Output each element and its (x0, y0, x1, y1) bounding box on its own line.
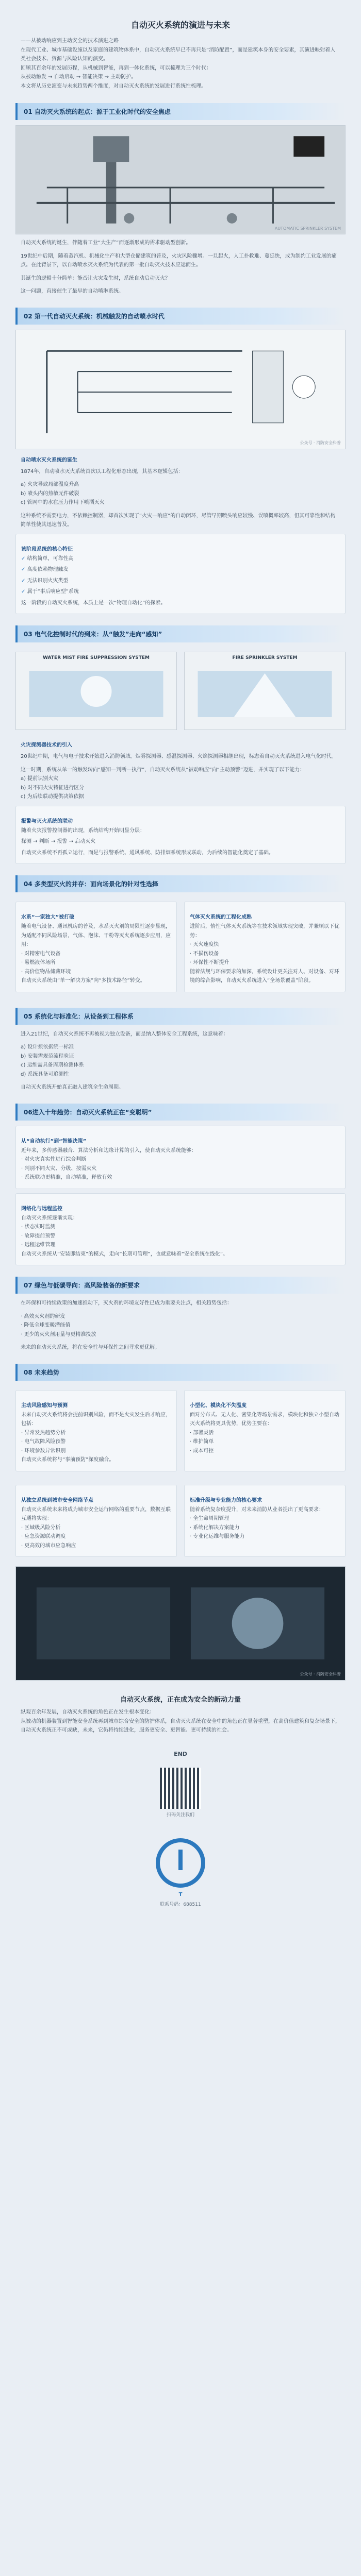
section-06-card-b (15, 1193, 346, 1266)
section-01-para: 自动灭火系统的诞生，伴随着工业“大生产”而逐渐形成的需求驱动型创新。 (21, 240, 191, 246)
section-03-para: 这一时期，系统从单一的触发转向“感知—判断—执行”，自动灭火系统从“被动响应”向“主动预警”迈进，并实现了以下能力： a) 提前识别火灾 b) 对不同火灾特征进行区分 c) 为后续联动提供决策依据 (21, 767, 305, 800)
qr-unit (160, 1768, 201, 1818)
section-05-para: 自动灭火系统开始真正融入建筑全生命周期。 (21, 1084, 124, 1090)
section-02-card (15, 534, 346, 615)
section-03-para: 20世纪中期，电气与电子技术开始进入消防领域。烟雾探测器、感温探测器、火焰探测器相继出现，标志着自动灭火系统进入电气化时代。 (21, 754, 337, 759)
section-02-subtitle: 自动喷水灭火系统的诞生 (21, 457, 77, 463)
col-left-card (15, 902, 177, 992)
section-01-para: 这一问题，直接催生了最早的自动喷淋系统。 (21, 289, 124, 294)
section-01-para: 其诞生的逻辑十分简单：能否让火灾发生时，系统自动启动灭火？ (21, 275, 170, 281)
card-line (21, 565, 340, 574)
card-note: 这一阶段的自动灭火系统，本质上是一次“物理自动化”的探索。 (21, 600, 166, 606)
section-02-para: a) 火灾导致局部温度升高 b) 喷头内的热敏元件破裂 c) 管网中的水在压力作用下喷洒灭火 (21, 482, 105, 505)
check-icon: ✓ (21, 589, 27, 595)
final-para: 纵观百余年发展，自动灭火系统的角色正在发生根本变化： 从被动的机器装置到智能安全系统再到城市综合安全的防护体系，自动灭火系统在安全中的角色正在显著重塑，在高价值建筑和复杂场景下，自动灭火系统正不可或缺，未来，它仍将持续进化，服务更安全、更智能、更可持续的社会。 (21, 1709, 340, 1733)
card-line: 探测 → 判断 → 报警 → 启动灭火 (21, 839, 96, 844)
section-03-title: 03 电气化控制时代的到来：从“触发”走向“感知” (15, 625, 346, 642)
card-line (21, 587, 340, 597)
water-tower-image (15, 125, 346, 234)
col-right-text: 进阶后，惰性气体灭火系统等在技术领域实现突破，并兼顾以下优势： · 灭火速度快 · 不损伤设备 · 环保性不断提升 随着法规与环保要求的加深，系统设计更关注对人、对设备、对环境的综合影响，自动灭火系统进入“全场景覆盖”阶段。 (190, 924, 339, 984)
trend-card (184, 1390, 346, 1471)
fire-sprinkler-caption: FIRE SPRINKLER SYSTEM (232, 655, 298, 660)
card-line-text: 高度依赖物理触发 (27, 567, 69, 572)
trend-text: 随着系统复杂度提升，对未来消防从业者提出了更高要求： · 全生命周期管理 · 系统化解决方案能力 · 专业化运维与服务能力 (190, 1506, 324, 1539)
section-07-title: 07 绿色与低碳导向：高风险装备的新要求 (15, 1277, 346, 1294)
section-03-images (15, 648, 346, 734)
section-02-title: 02 第一代自动灭火系统：机械触发的自动喷水时代 (15, 308, 346, 325)
section-04-columns (15, 897, 346, 996)
col-left-title: 水系“一家独大”被打破 (21, 914, 75, 920)
intro-paragraph: ——从被动响应到主动安全的技术演进之路 在现代工业、城市基础设施以及家庭的建筑物体系中，自动灭火系统早已不再只是“消防配置”，而是建筑本身的安全要素，其演进映射着人类社会技术、资源与风险认知的演变。 回顾其百余年的发展历程，从机械到智能，再到一体化系统，可以梳理为三个时代： 从被动触发 → 自动启动 → 智能决策 → 主动防护。 本文将从历史演变与未来趋势两个维度，对自动灭火系统的发展进行系统性梳理。 (21, 38, 336, 89)
section-05-title: 05 系统化与标准化：从设备到工程体系 (15, 1008, 346, 1025)
section-01-title: 01 自动灭火系统的起点：源于工业化时代的安全焦虑 (15, 103, 346, 120)
logo-caption: 联系号码：688511 (160, 1902, 201, 1907)
card-line (21, 554, 340, 564)
logo-t-shape (178, 1850, 183, 1870)
section-07-para: 在环保和可持续政策的加速推动下，灭火剂的环境友好性已成为重要关注点，相关趋势包括： (21, 1300, 232, 1306)
water-mist-caption: WATER MIST FIRE SUPPRESSION SYSTEM (43, 655, 150, 660)
water-tower-illustration (16, 126, 345, 234)
trend-text: 未来自动灭火系统将会提前识别风险，而不是火灾发生后才响应，包括： · 异常发热趋势分析 · 电气故障风险预警 · 环境参数异常识别 自动灭火系统将与“事前预防”深度融合。 (21, 1412, 171, 1463)
water-mist-image (15, 652, 177, 730)
future-image (15, 1566, 346, 1681)
fire-sprinkler-illustration (185, 660, 345, 722)
section-05-para: 进入21世纪，自动灭火系统不再被视为独立设备，而是纳入整体安全工程系统，这意味着： (21, 1031, 228, 1037)
card-line (21, 577, 340, 586)
article (15, 0, 346, 1907)
section-02-image-caption: 公众号 · 消防安全科普 (300, 440, 341, 445)
section-06-subtitle-b: 网络化与远程监控 (21, 1206, 62, 1212)
card-line: 自动灭火系统不再孤立运行，而是与报警系统、通风系统、防排烟系统形成联动，为后续的智能化奠定了基础。 (21, 850, 274, 856)
card-line-text: 无法识别火灾类型 (27, 578, 69, 584)
check-icon: ✓ (21, 567, 27, 572)
section-02-para: 这种系统不需要电力，不依赖控制器，却首次实现了“火灾—响应”的自动闭环，尽管早期喷头响应较慢、误喷概率较高，但其可靠性和结构简单性使其迅速普及。 (21, 513, 336, 528)
future-illustration (16, 1567, 345, 1680)
section-03-card (15, 806, 346, 865)
final-title: 自动灭火系统，正在成为安全的新动力量 (120, 1696, 241, 1704)
col-left-text: 随着电气设备、通讯机房的普及，水系灭火剂的局限性逐步显现，为适配不同风险场景，气体、泡沫、干粉等灭火系统逐步应用，应用： · 对精密电气设备 · 易燃液体场所 · 高价值物品储藏环境 自动灭火系统由“单一解决方案”向“多技术路径”转变。 (21, 924, 171, 984)
card-line-text: 结构简单，可靠性高 (27, 555, 74, 562)
page-title: 自动灭火系统的演进与未来 (130, 20, 230, 30)
logo-text: T (178, 1891, 183, 1897)
future-image-caption: 公众号 · 消防安全科普 (300, 1672, 341, 1676)
card-title: 该阶段系统的核心特征 (21, 546, 73, 552)
section-06-para-a: 近年来，多传感器融合、算法分析和边缘计算的引入，使自动灭火系统能够： · 对火灾真实性进行综合判断 · 判别不同火灾、分级、按需灭火 · 系统联动更精准，自动精准，释放有效 (21, 1147, 196, 1180)
trend-title: 从独立系统到城市安全网络节点 (21, 1497, 93, 1503)
trend-title: 标准升级与专业能力的核心要求 (190, 1497, 262, 1503)
section-05-para: a) 设计须依据统一标准 b) 安装需规范流程验证 c) 运维需具备周期检测体系 d) 系统具备可追溯性 (21, 1044, 84, 1077)
trend-card (15, 1485, 177, 1557)
card-title: 报警与灭火系统的联动 (21, 818, 73, 824)
section-01-image-caption: AUTOMATIC SPRINKLER SYSTEM (274, 226, 341, 231)
water-mist-illustration (16, 660, 176, 722)
section-06-para-b: 自动灭火系统逐渐实现： · 状态实时监测 · 故障提前预警 · 远程运维管理 自动灭火系统从“安装即结束”的模式，走向“长期可管理”，也就意味着“安全系统在线化”。 (21, 1215, 228, 1257)
card-line: 随着火灾报警控制器的出现，系统结构开始明显分层： (21, 827, 145, 834)
section-08-row-2 (15, 1481, 346, 1562)
fire-sprinkler-image (184, 652, 346, 730)
section-03-subtitle: 火灾探测器技术的引入 (21, 742, 72, 748)
check-icon: ✓ (21, 555, 27, 562)
trend-card (15, 1390, 177, 1471)
logo-circle (156, 1838, 205, 1888)
section-07-para: · 高效灭火剂的研发 · 降低全球变暖潜能值 · 更少的灭火剂用量与更精准投放 (21, 1313, 96, 1337)
trend-text: 自动灭火系统未来将成为城市安全运行网络的重要节点，数据互联互通将实现： · 区域级风险分析 · 应急资源联动调度 · 更高效的城市应急响应 (21, 1506, 171, 1549)
section-02-para: 1874年，自动喷水灭火系统首次以工程化形态出现，其基本逻辑包括： (21, 468, 184, 474)
trend-title: 小型化、模块化不失温度 (190, 1402, 247, 1409)
trend-title: 主动风险感知与预测 (21, 1402, 68, 1409)
check-icon: ✓ (21, 578, 27, 584)
section-06-title: 06进入十年趋势：自动灭火系统正在“变聪明” (15, 1104, 346, 1121)
section-06-card-a (15, 1126, 346, 1189)
section-04-title: 04 多类型灭火的并存：面向场景化的针对性选择 (15, 875, 346, 892)
sprinkler-diagram (16, 330, 345, 449)
section-07-para: 未来的自动灭火系统，将在安全性与环保性之间寻求更优解。 (21, 1345, 160, 1350)
section-08-title: 08 未来趋势 (15, 1364, 346, 1381)
col-right-card (184, 902, 346, 992)
sprinkler-diagram-image (15, 330, 346, 449)
section-06-subtitle-a: 从“自动执行”到“智能决策” (21, 1138, 87, 1144)
card-line-text: 属于“事后响应型”系统 (27, 589, 79, 595)
trend-text: 面对分布式、无人化、密集化等场景需求，模块化和独立小型自动灭火系统将更具优势，优势主要在： · 部署灵活 · 维护简单 · 成本可控 (190, 1412, 339, 1454)
section-01-para: 19世纪中后期，随着蒸汽机、机械化生产和大型仓储建筑的普及，火灾风险骤增。一旦起火，人工扑救难、蔓延快，成为制约工业发展的痛点。在此背景下，以自动喷水灭火系统为代表的第一批自动灭火技术应运而生。 (21, 253, 337, 268)
qr-block (15, 1768, 346, 1818)
qr-code[interactable] (160, 1768, 201, 1809)
col-right-title: 气体灭火系统的工程化成熟 (190, 914, 252, 920)
section-08-row-1 (15, 1386, 346, 1476)
logo-block (15, 1838, 346, 1907)
trend-card (184, 1485, 346, 1557)
qr-label: 扫码关注我们 (166, 1812, 194, 1818)
end-marker: END (174, 1750, 187, 1757)
